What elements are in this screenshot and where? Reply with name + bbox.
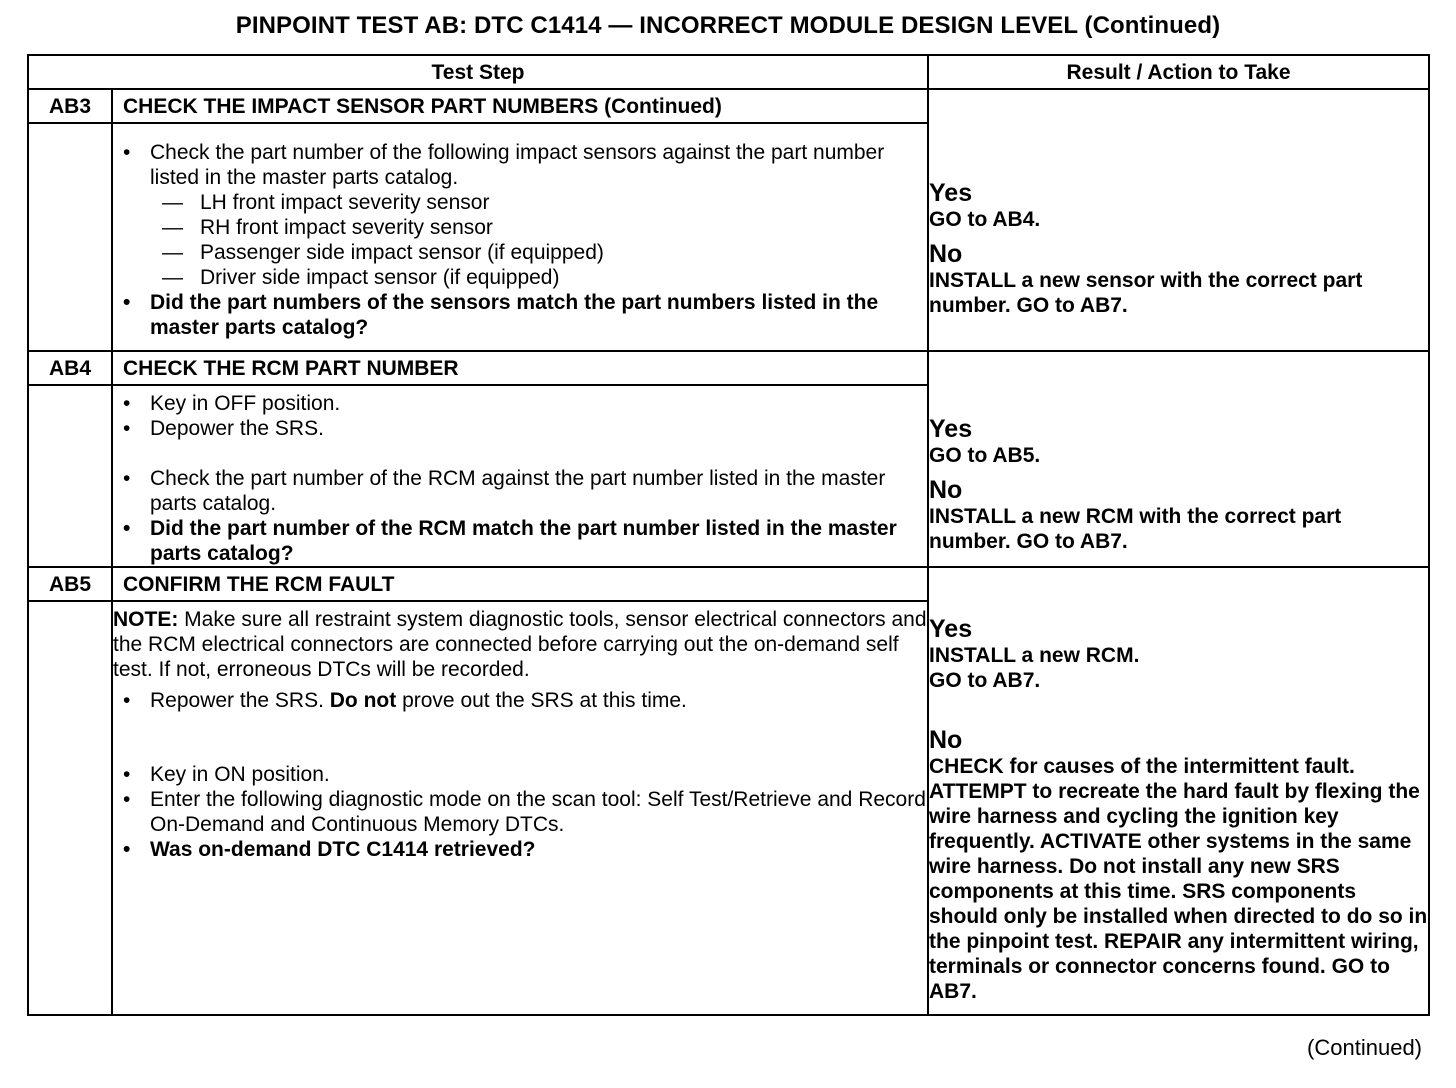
continued-label: (Continued) — [1307, 1035, 1422, 1060]
result-text: GO to — [929, 443, 993, 467]
result-text: . — [1121, 529, 1128, 553]
step-reference: AB7 — [1079, 294, 1122, 317]
no-label: No — [929, 726, 963, 754]
step-title-ab5: CONFIRM THE RCM FAULT — [112, 567, 928, 601]
table-header-row — [28, 55, 1429, 89]
no-label: No — [929, 240, 963, 268]
step-id-ab3: AB3 — [28, 89, 112, 123]
step-reference: AB7 — [992, 669, 1035, 692]
list-item: • Check the part number of the following impact sensors against the part number listed in the master parts catalog. — [123, 141, 885, 189]
result-text: . — [1034, 443, 1041, 467]
list-item: • Key in ON position. — [123, 763, 330, 786]
result-text: CHECK for causes of the intermittent fault. ATTEMPT to recreate the hard fault by flexing the wire harness and cycling the ignition key frequently. ACTIVATE other systems in the same wire harness. — [929, 755, 1420, 878]
id-spacer — [28, 123, 112, 351]
step-title-ab4: CHECK THE RCM PART NUMBER — [112, 351, 928, 385]
result-text: INSTALL a new sensor with the correct part number. GO to — [929, 269, 1363, 317]
step-instructions-ab5 — [112, 601, 928, 1015]
step-row-ab3 — [28, 89, 1429, 123]
page-title: PINPOINT TEST AB: DTC C1414 — INCORRECT MODULE DESIGN LEVEL (Continued) — [235, 12, 1221, 39]
list-item: • Did the part numbers of the sensors match the part numbers listed in the master parts catalog? — [123, 291, 879, 339]
list-item: • Check the part number of the RCM against the part number listed in the master parts catalog. — [123, 467, 886, 515]
result-text: . — [1121, 294, 1128, 317]
step-instructions-ab3 — [112, 123, 928, 351]
result-text: . — [971, 980, 977, 1003]
note-label: NOTE: — [113, 608, 179, 631]
yes-label: Yes — [929, 414, 973, 443]
step-id-ab4: AB4 — [28, 351, 112, 385]
list-item: • Key in OFF position. — [123, 392, 341, 415]
result-text: . — [1034, 208, 1041, 231]
yes-label: Yes — [929, 179, 973, 207]
list-item: • Enter the following diagnostic mode on the scan tool: Self Test/Retrieve and Record On-Demand and Continuous Memory DTCs. — [123, 788, 926, 836]
step-row-ab4 — [28, 351, 1429, 385]
id-spacer — [28, 385, 112, 567]
result-ab5 — [928, 567, 1429, 1015]
list-item: • Was on-demand DTC C1414 retrieved? — [123, 838, 536, 861]
step-reference: AB7 — [929, 980, 972, 1003]
list-item: • Repower the SRS. Do not prove out the SRS at this time. — [123, 689, 687, 712]
yes-label: Yes — [929, 615, 973, 643]
step-reference: AB7 — [1079, 529, 1122, 553]
result-text: REPAIR any intermittent wiring, terminals or connector concerns found. GO to — [929, 930, 1419, 978]
step-title-ab3: CHECK THE IMPACT SENSOR PART NUMBERS (Continued) — [112, 89, 928, 123]
header-test-step: Test Step — [28, 55, 928, 89]
list-item: — RH front impact severity sensor — [162, 216, 493, 239]
pinpoint-test-table — [27, 54, 1430, 1016]
list-item: — Passenger side impact sensor (if equipped) — [162, 241, 604, 264]
result-ab4 — [928, 351, 1429, 567]
result-ab3 — [928, 89, 1429, 351]
header-result-action: Result / Action to Take — [928, 55, 1429, 89]
note — [113, 607, 927, 682]
list-item: — LH front impact severity sensor — [162, 191, 490, 214]
no-label: No — [929, 475, 963, 504]
result-text: . — [1034, 669, 1041, 692]
step-reference: AB5 — [992, 443, 1035, 467]
list-item: • Did the part number of the RCM match the part number listed in the master parts catalog? — [123, 517, 897, 565]
list-item: • Depower the SRS. — [123, 417, 324, 440]
step-id-ab5: AB5 — [28, 567, 112, 601]
warning-text: Do not install any new SRS components at this time. SRS components should only be installed when directed to do so in the pinpoint test. — [929, 855, 1428, 953]
list-item: — Driver side impact sensor (if equipped) — [162, 266, 560, 289]
step-reference: AB4 — [992, 208, 1035, 231]
result-text: GO to — [929, 208, 993, 231]
result-text: INSTALL a new RCM. — [929, 644, 1140, 667]
note-text: Make sure all restraint system diagnostic tools, sensor electrical connectors and the RCM electrical connectors are connected before carrying out the on-demand self test. If not, erroneous DTCs will be recorded. — [113, 608, 927, 681]
step-row-ab5 — [28, 567, 1429, 601]
step-instructions-ab4 — [112, 385, 928, 567]
id-spacer — [28, 601, 112, 1015]
result-text: GO to — [929, 669, 993, 692]
result-text: INSTALL a new RCM with the correct part number. GO to — [929, 504, 1342, 553]
